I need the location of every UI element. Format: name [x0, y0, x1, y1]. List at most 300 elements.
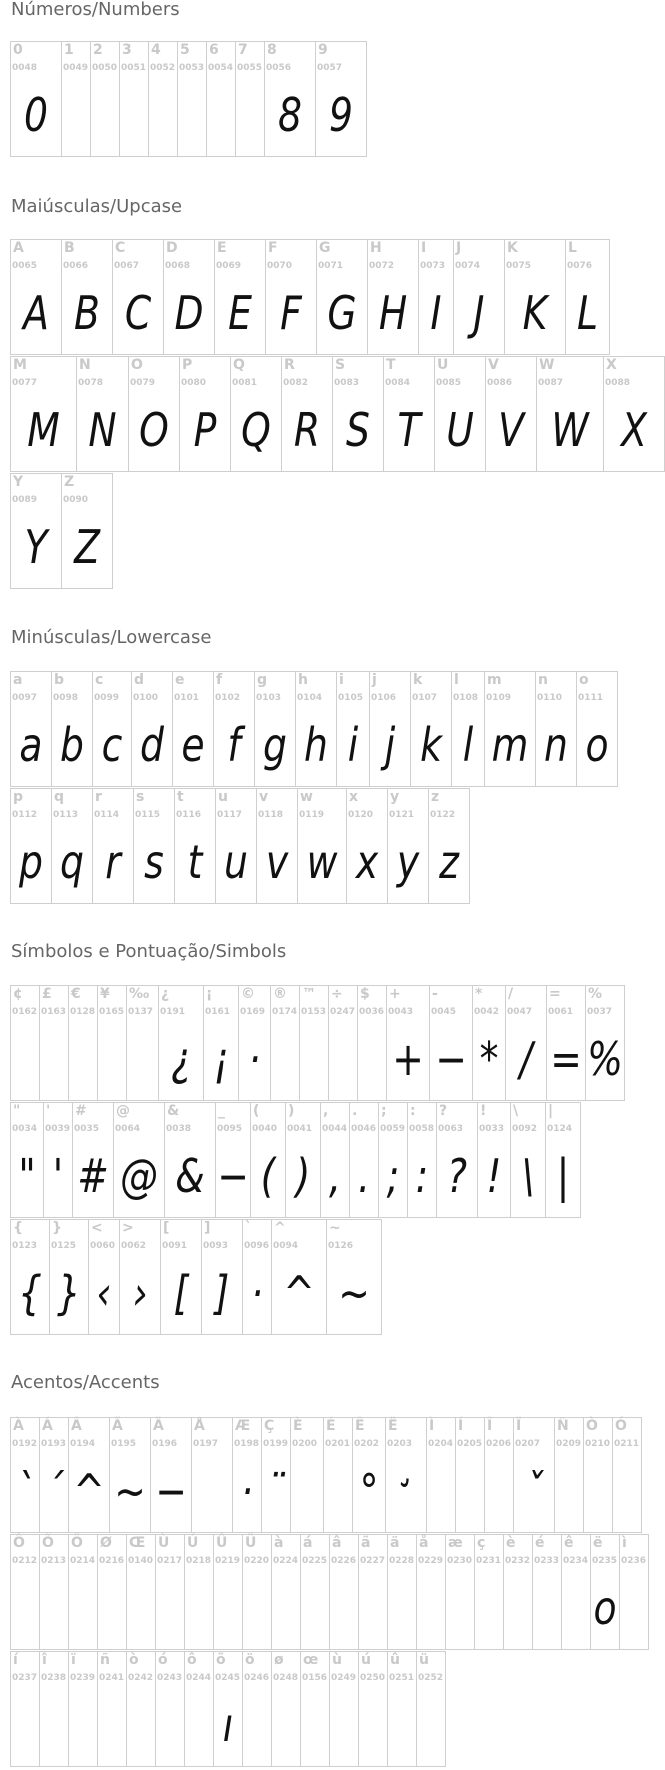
glyph-sample	[565, 1571, 588, 1645]
glyph-cell	[290, 1417, 324, 1533]
glyph-code: 0035	[74, 1124, 100, 1134]
glyph-label: ñ	[100, 1652, 110, 1668]
glyph-label: Â	[71, 1418, 82, 1434]
glyph-cell	[316, 239, 368, 355]
glyph-code: 0092	[512, 1124, 538, 1134]
glyph-cell	[504, 239, 566, 355]
glyph-code: 0037	[587, 1007, 613, 1017]
glyph-label: æ	[448, 1535, 463, 1551]
glyph-sample: '	[52, 1149, 64, 1203]
glyph-code: 0105	[338, 693, 364, 703]
glyph-code: 0233	[534, 1556, 560, 1566]
glyph-sample: O	[139, 403, 169, 457]
glyph-sample	[217, 1571, 240, 1645]
glyph-label: ©	[241, 986, 255, 1002]
glyph-code: 0162	[12, 1007, 38, 1017]
section-title-symbols: Símbolos e Pontuação/Simbols	[11, 941, 287, 962]
glyph-label: 4	[151, 42, 161, 58]
glyph-label: €	[71, 986, 81, 1002]
glyph-code: 0036	[359, 1007, 385, 1017]
glyph-sample: −	[435, 1032, 467, 1086]
glyph-sample: N	[88, 403, 117, 457]
glyph-cell	[10, 239, 62, 355]
glyph-cell	[201, 1219, 243, 1335]
glyph-cell	[49, 1219, 89, 1335]
glyph-code: 0196	[152, 1439, 178, 1449]
glyph-cell	[358, 1651, 388, 1767]
glyph-sample: R	[293, 403, 321, 457]
glyph-code: 0100	[133, 693, 159, 703]
glyph-sample	[362, 1688, 385, 1762]
glyph-cell	[250, 1102, 286, 1218]
glyph-label: *	[475, 986, 483, 1002]
glyph-code: 0174	[272, 1007, 298, 1017]
glyph-label: T	[386, 357, 396, 373]
glyph-sample: H	[378, 286, 408, 340]
glyph-code: 0245	[215, 1673, 241, 1683]
glyph-cell	[436, 1102, 478, 1218]
glyph-cell	[10, 788, 52, 904]
glyph-label: %	[588, 986, 603, 1002]
glyph-code: 0091	[162, 1241, 188, 1251]
glyph-sample: B	[74, 286, 100, 340]
glyph-sample	[488, 1454, 511, 1528]
glyph-label: D	[166, 240, 178, 256]
glyph-label: |	[548, 1103, 554, 1119]
glyph-sample: ~	[114, 1464, 146, 1518]
glyph-code: 0217	[157, 1556, 183, 1566]
glyph-code: 0047	[507, 1007, 533, 1017]
glyph-code: 0119	[299, 810, 325, 820]
glyph-code: 0060	[90, 1241, 116, 1251]
glyph-code: 0207	[515, 1439, 541, 1449]
glyph-cell	[213, 1651, 243, 1767]
glyph-code: 0244	[186, 1673, 212, 1683]
glyph-code: 0125	[51, 1241, 77, 1251]
glyph-cell	[565, 239, 610, 355]
glyph-label: í	[13, 1652, 18, 1668]
glyph-cell	[119, 41, 149, 157]
glyph-sample: }	[56, 1266, 82, 1320]
glyph-cell	[10, 1219, 50, 1335]
glyph-sample: Z	[74, 520, 100, 574]
glyph-code: 0084	[385, 378, 411, 388]
glyph-cell	[320, 1102, 350, 1218]
glyph-code: 0128	[70, 1007, 96, 1017]
glyph-label: d	[134, 672, 145, 688]
glyph-code: 0103	[256, 693, 282, 703]
glyph-cell	[51, 788, 93, 904]
glyph-cell	[315, 41, 367, 157]
glyph-cell	[235, 41, 265, 157]
glyph-label: /	[508, 986, 514, 1002]
glyph-sample: ·	[248, 1032, 261, 1086]
glyph-label: Ó	[615, 1418, 627, 1434]
glyph-cell	[133, 788, 175, 904]
glyph-label: ]	[204, 1220, 211, 1236]
glyph-cell	[150, 1417, 192, 1533]
glyph-label: Ö	[71, 1535, 83, 1551]
glyph-cell	[484, 671, 536, 787]
glyph-cell	[158, 985, 204, 1101]
glyph-row	[10, 1417, 641, 1533]
glyph-cell	[532, 1534, 562, 1650]
glyph-cell	[10, 1651, 40, 1767]
glyph-code: 0238	[41, 1673, 67, 1683]
glyph-cell	[238, 985, 271, 1101]
glyph-code: 0239	[70, 1673, 96, 1683]
glyph-code: 0214	[70, 1556, 96, 1566]
glyph-cell	[177, 41, 207, 157]
glyph-label: 9	[318, 42, 328, 58]
glyph-cell	[271, 1651, 301, 1767]
glyph-code: 0224	[273, 1556, 299, 1566]
glyph-sample	[72, 1688, 95, 1762]
glyph-sample	[188, 1688, 211, 1762]
glyph-label: ‰	[129, 986, 150, 1002]
glyph-code: 0052	[150, 63, 176, 73]
glyph-code: 0153	[301, 1007, 327, 1017]
glyph-sample: I	[430, 286, 442, 340]
glyph-cell	[164, 1102, 216, 1218]
glyph-code: 0070	[267, 261, 293, 271]
glyph-code: 0048	[12, 63, 38, 73]
glyph-sample: @	[120, 1149, 158, 1203]
glyph-label: ï	[71, 1652, 76, 1668]
glyph-row	[10, 1651, 445, 1767]
glyph-sample	[72, 1022, 95, 1096]
glyph-label: x	[349, 789, 359, 805]
glyph-code: 0085	[436, 378, 462, 388]
glyph-cell	[39, 1534, 69, 1650]
glyph-cell	[10, 1102, 44, 1218]
glyph-label: å	[419, 1535, 429, 1551]
glyph-code: 0078	[78, 378, 104, 388]
glyph-label: Û	[216, 1535, 228, 1551]
glyph-code: 0063	[438, 1124, 464, 1134]
glyph-sample: k	[420, 718, 442, 772]
glyph-code: 0064	[115, 1124, 141, 1134]
glyph-label: &	[167, 1103, 180, 1119]
glyph-code: 0069	[216, 261, 242, 271]
glyph-code: 0050	[92, 63, 118, 73]
glyph-cell	[455, 1417, 485, 1533]
glyph-sample: ?	[446, 1149, 468, 1203]
glyph-label: W	[539, 357, 555, 373]
glyph-cell	[256, 788, 298, 904]
glyph-cell	[429, 985, 473, 1101]
glyph-label: Œ	[129, 1535, 146, 1551]
glyph-label: â	[332, 1535, 342, 1551]
glyph-code: 0237	[12, 1673, 38, 1683]
glyph-sample: 0	[23, 88, 49, 142]
glyph-label: ò	[129, 1652, 139, 1668]
glyph-label: "	[13, 1103, 21, 1119]
glyph-cell	[612, 1417, 642, 1533]
glyph-code: 0114	[94, 810, 120, 820]
glyph-row	[10, 1534, 648, 1650]
glyph-sample: .	[358, 1149, 370, 1203]
glyph-cell	[265, 239, 317, 355]
glyph-label: ú	[361, 1652, 371, 1668]
glyph-code: 0193	[41, 1439, 67, 1449]
glyph-cell	[97, 1651, 127, 1767]
glyph-code: 0113	[53, 810, 79, 820]
glyph-label: õ	[216, 1652, 226, 1668]
glyph-code: 0220	[244, 1556, 270, 1566]
glyph-code: 0126	[328, 1241, 354, 1251]
glyph-sample: 8	[277, 88, 303, 142]
glyph-code: 0053	[179, 63, 205, 73]
glyph-label: ä	[390, 1535, 400, 1551]
glyph-sample: [	[173, 1266, 189, 1320]
glyph-label: Ê	[355, 1418, 365, 1434]
glyph-sample	[130, 1022, 155, 1096]
glyph-sample	[14, 1688, 37, 1762]
glyph-code: 0038	[166, 1124, 192, 1134]
glyph-label: à	[274, 1535, 284, 1551]
glyph-cell	[43, 1102, 73, 1218]
glyph-label: ø	[274, 1652, 284, 1668]
glyph-cell	[206, 41, 236, 157]
glyph-cell	[92, 788, 134, 904]
glyph-cell	[536, 356, 604, 472]
glyph-code: 0228	[389, 1556, 415, 1566]
glyph-label: £	[42, 986, 52, 1002]
glyph-cell	[232, 1417, 262, 1533]
glyph-sample	[275, 1571, 298, 1645]
glyph-label: Å	[194, 1418, 205, 1434]
glyph-code: 0230	[447, 1556, 473, 1566]
glyph-sample	[275, 1688, 298, 1762]
glyph-sample	[420, 1688, 443, 1762]
glyph-sample: x	[355, 835, 379, 889]
glyph-label: =	[549, 986, 561, 1002]
glyph-cell	[585, 985, 625, 1101]
glyph-code: 0083	[334, 378, 360, 388]
glyph-label: $	[360, 986, 370, 1002]
glyph-row	[10, 239, 609, 355]
glyph-sample	[130, 1688, 153, 1762]
glyph-label: Á	[42, 1418, 53, 1434]
glyph-sample: ‹	[96, 1266, 112, 1320]
glyph-label: h	[298, 672, 308, 688]
glyph-label: 8	[267, 42, 277, 58]
glyph-cell	[603, 356, 665, 472]
glyph-label: p	[13, 789, 24, 805]
glyph-code: 0212	[12, 1556, 38, 1566]
glyph-cell	[184, 1651, 214, 1767]
glyph-row	[10, 671, 617, 787]
glyph-cell	[128, 356, 180, 472]
glyph-code: 0082	[283, 378, 309, 388]
glyph-label: ã	[361, 1535, 371, 1551]
glyph-sample: G	[327, 286, 357, 340]
glyph-code: 0107	[412, 693, 438, 703]
glyph-sample: =	[550, 1032, 582, 1086]
glyph-label: 0	[13, 42, 23, 58]
glyph-sample: T	[397, 403, 421, 457]
glyph-cell	[214, 239, 266, 355]
glyph-sample	[304, 1688, 327, 1762]
glyph-sample: d	[140, 718, 164, 772]
glyph-code: 0116	[176, 810, 202, 820]
glyph-cell	[261, 1417, 291, 1533]
glyph-label: Ñ	[557, 1418, 569, 1434]
glyph-label: Q	[233, 357, 245, 373]
glyph-cell	[39, 1417, 69, 1533]
glyph-label: ê	[564, 1535, 574, 1551]
glyph-label: f	[216, 672, 223, 688]
glyph-sample: A	[23, 286, 49, 340]
glyph-cell	[329, 1534, 359, 1650]
glyph-code: 0140	[128, 1556, 154, 1566]
glyph-label: v	[259, 789, 269, 805]
glyph-code: 0049	[63, 63, 89, 73]
glyph-sample: D	[174, 286, 204, 340]
glyph-cell	[203, 985, 239, 1101]
glyph-label: Ù	[158, 1535, 170, 1551]
glyph-sample: −	[217, 1149, 249, 1203]
glyph-label: Æ	[235, 1418, 251, 1434]
glyph-label: '	[46, 1103, 51, 1119]
glyph-sample	[391, 1688, 414, 1762]
glyph-cell	[155, 1651, 185, 1767]
glyph-cell	[51, 671, 93, 787]
glyph-label: Î	[487, 1418, 493, 1434]
glyph-sample: L	[576, 286, 599, 340]
glyph-sample	[188, 1571, 211, 1645]
glyph-code: 0248	[273, 1673, 299, 1683]
glyph-code: 0209	[556, 1439, 582, 1449]
glyph-code: 0213	[41, 1556, 67, 1566]
glyph-cell	[451, 671, 485, 787]
glyph-cell	[68, 1534, 98, 1650]
glyph-cell	[61, 41, 91, 157]
glyph-label: ô	[187, 1652, 197, 1668]
glyph-label: á	[303, 1535, 313, 1551]
glyph-cell	[329, 1651, 359, 1767]
glyph-sample	[14, 1022, 37, 1096]
glyph-sample: o	[585, 718, 609, 772]
glyph-label: t	[177, 789, 184, 805]
glyph-label: Y	[13, 474, 24, 490]
glyph-sample: !	[486, 1149, 502, 1203]
glyph-cell	[387, 1651, 417, 1767]
glyph-label: R	[284, 357, 295, 373]
glyph-label: À	[13, 1418, 24, 1434]
glyph-code: 0088	[605, 378, 631, 388]
glyph-cell	[10, 473, 62, 589]
glyph-label: O	[131, 357, 143, 373]
glyph-cell	[68, 1417, 110, 1533]
glyph-sample: E	[228, 286, 252, 340]
glyph-cell	[300, 1534, 330, 1650]
glyph-label: I	[421, 240, 427, 256]
glyph-code: 0206	[486, 1439, 512, 1449]
glyph-code: 0124	[547, 1124, 573, 1134]
glyph-sample	[196, 1454, 229, 1528]
glyph-label: ®	[273, 986, 287, 1002]
glyph-label: U	[437, 357, 449, 373]
glyph-label: B	[64, 240, 75, 256]
glyph-row	[10, 1102, 580, 1218]
glyph-sample: ı	[222, 1698, 234, 1752]
glyph-label: j	[372, 672, 377, 688]
glyph-code: 0033	[479, 1124, 505, 1134]
glyph-label: ç	[477, 1535, 486, 1551]
glyph-code: 0200	[292, 1439, 318, 1449]
glyph-cell	[215, 788, 257, 904]
glyph-code: 0203	[387, 1439, 413, 1449]
glyph-label: ¥	[100, 986, 110, 1002]
glyph-label: q	[54, 789, 65, 805]
glyph-code: 0090	[63, 495, 89, 505]
glyph-cell	[434, 356, 486, 472]
glyph-cell	[299, 985, 329, 1101]
glyph-cell	[416, 1651, 446, 1767]
glyph-code: 0109	[486, 693, 512, 703]
glyph-code: 0216	[99, 1556, 125, 1566]
glyph-code: 0165	[99, 1007, 125, 1017]
glyph-label: Ì	[429, 1418, 435, 1434]
glyph-cell	[472, 985, 506, 1101]
glyph-code: 0169	[240, 1007, 266, 1017]
glyph-cell	[113, 1102, 165, 1218]
glyph-sample: ,	[329, 1149, 341, 1203]
glyph-cell	[72, 1102, 114, 1218]
glyph-sample: V	[498, 403, 524, 457]
glyph-label: H	[370, 240, 382, 256]
glyph-cell	[418, 239, 454, 355]
glyph-sample: p	[19, 835, 43, 889]
glyph-sample: U	[446, 403, 474, 457]
glyph-cell	[160, 1219, 202, 1335]
glyph-label: m	[487, 672, 502, 688]
glyph-label: ë	[593, 1535, 603, 1551]
glyph-sample	[420, 1571, 443, 1645]
glyph-code: 0191	[160, 1007, 186, 1017]
glyph-code: 0046	[351, 1124, 377, 1134]
glyph-cell	[328, 985, 358, 1101]
glyph-label: (	[253, 1103, 260, 1119]
glyph-cell	[387, 788, 429, 904]
glyph-cell	[510, 1102, 546, 1218]
glyph-cell	[513, 1417, 555, 1533]
glyph-label: i	[339, 672, 344, 688]
glyph-code: 0055	[237, 63, 263, 73]
glyph-sample	[43, 1571, 66, 1645]
glyph-sample: (	[260, 1149, 276, 1203]
glyph-code: 0101	[174, 693, 200, 703]
glyph-sample	[101, 1022, 124, 1096]
glyph-sample: °	[359, 1464, 379, 1518]
glyph-label: #	[75, 1103, 87, 1119]
glyph-label: î	[42, 1652, 47, 1668]
glyph-code: 0074	[455, 261, 481, 271]
glyph-sample: "	[18, 1149, 36, 1203]
glyph-cell	[410, 671, 452, 787]
glyph-cell	[297, 788, 347, 904]
glyph-code: 0241	[99, 1673, 125, 1683]
glyph-sample	[459, 1454, 482, 1528]
glyph-code: 0122	[430, 810, 456, 820]
glyph-cell	[155, 1534, 185, 1650]
glyph-label: ~	[329, 1220, 341, 1236]
glyph-sample: ¿	[170, 1032, 192, 1086]
glyph-sample: g	[263, 718, 287, 772]
glyph-sample: w	[306, 835, 338, 889]
